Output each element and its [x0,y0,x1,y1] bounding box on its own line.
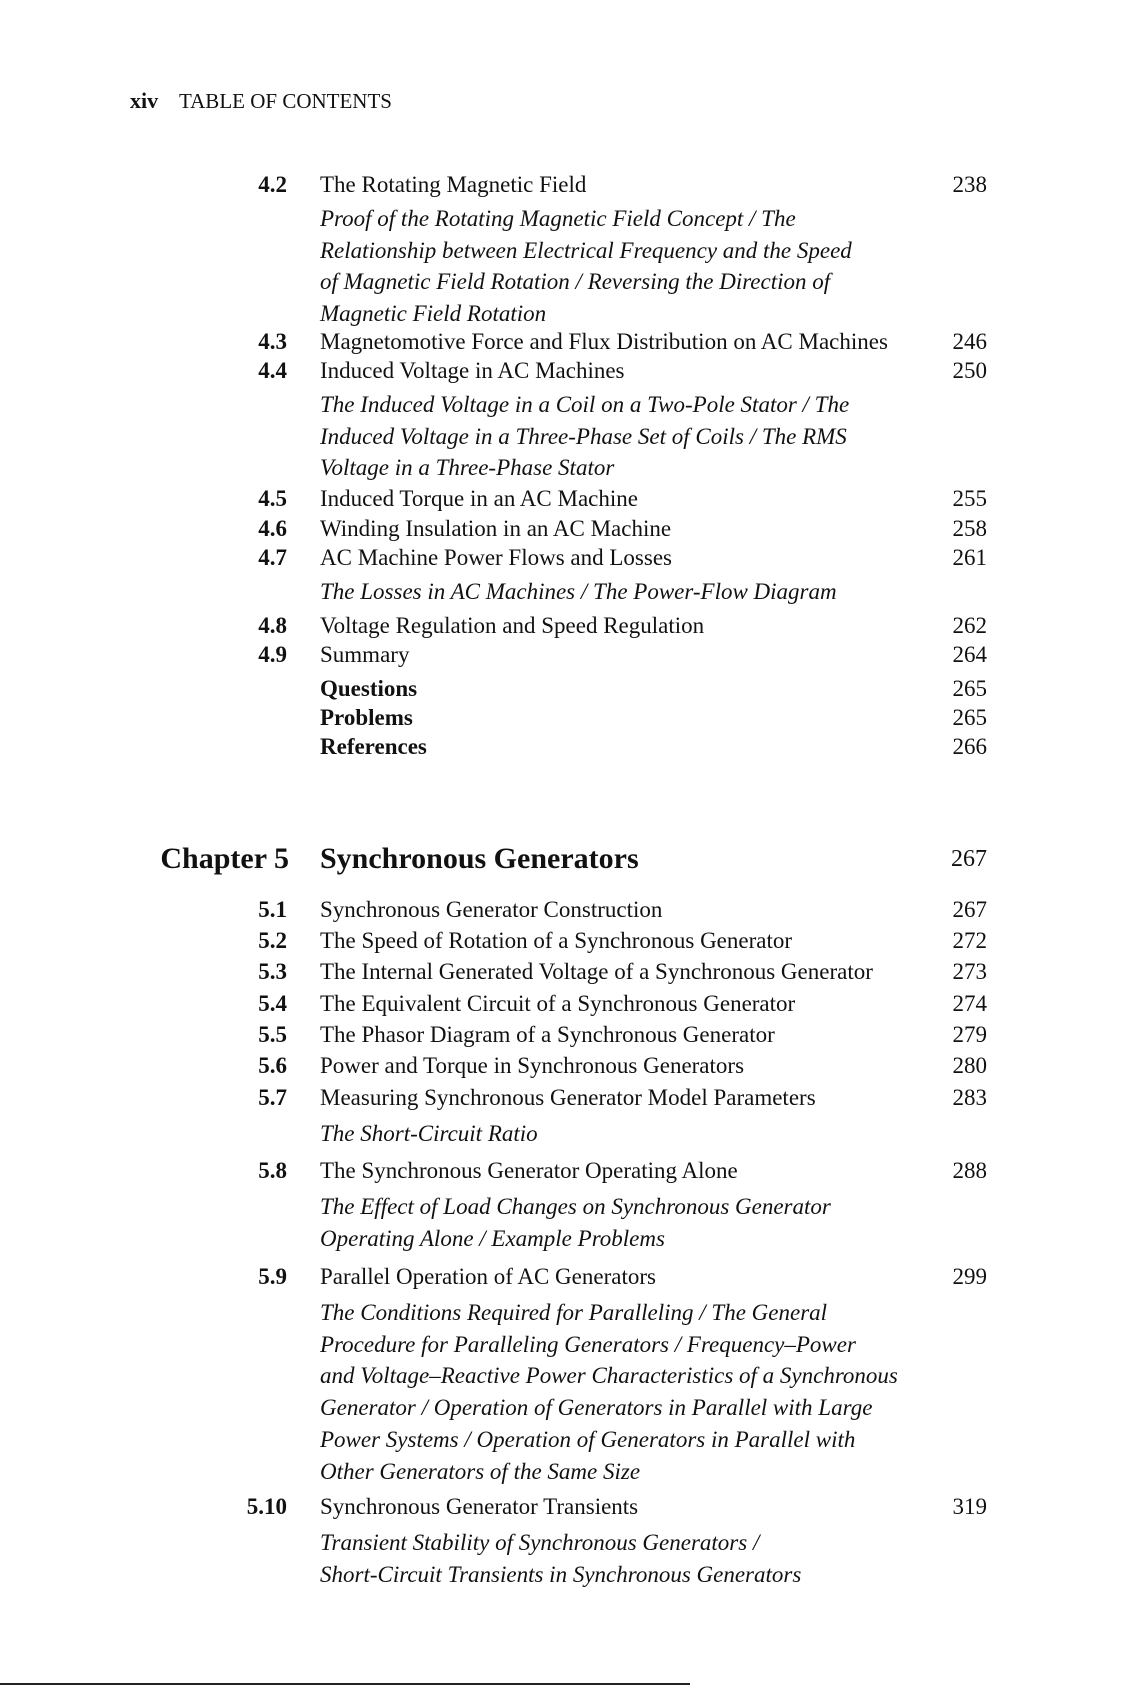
section-page: 265 [952,676,987,701]
subtopic-line: The Short-Circuit Ratio [320,1121,538,1146]
subtopic-line: and Voltage–Reactive Power Characteristics of a Synchronous [320,1363,898,1389]
section-number: 4.6 [258,516,287,541]
section-page: 319 [952,1494,987,1519]
subtopic-line: Proof of the Rotating Magnetic Field Concept / The [320,206,796,231]
chapter-title: Synchronous Generators [320,842,639,875]
subtopics [320,576,920,608]
section-title: Induced Voltage in AC Machines [320,358,625,383]
section-number: 5.6 [258,1053,287,1078]
section-page: 238 [952,172,987,197]
section-number: 4.7 [258,545,287,570]
section-title: AC Machine Power Flows and Losses [320,545,672,570]
subtopic-line: The Losses in AC Machines / The Power-Flow Diagram [320,579,837,604]
section-title: The Rotating Magnetic Field [320,172,587,197]
section-title: Synchronous Generator Transients [320,1494,639,1519]
subtopic-line: Procedure for Paralleling Generators / Frequency–Power [320,1331,856,1357]
section-page: 274 [952,991,987,1016]
section-title: Summary [320,642,410,667]
subtopic-line: The Conditions Required for Paralleling / The General [320,1300,828,1325]
section-title: Induced Torque in an AC Machine [320,486,638,511]
page-bottom-rule [0,1683,690,1685]
section-number: 4.3 [258,329,287,354]
section-page: 273 [952,959,987,984]
section-page: 266 [952,734,987,759]
section-number: 5.4 [258,991,287,1016]
section-page: 255 [952,486,987,511]
section-page: 250 [952,358,987,383]
section-number: 5.9 [258,1264,287,1289]
subtopic-line: of Magnetic Field Rotation / Reversing the Direction of [320,269,831,295]
section-page: 264 [952,642,987,667]
subtopics [320,389,920,484]
header-page-number: xiv [130,88,159,113]
subtopic-line: The Effect of Load Changes on Synchronous Generator [320,1194,831,1219]
subtopics [320,1297,920,1487]
subtopics [320,1118,920,1150]
section-title: Power and Torque in Synchronous Generators [320,1053,745,1078]
section-title: Voltage Regulation and Speed Regulation [320,613,705,638]
section-number: 5.3 [258,959,287,984]
section-page: 283 [952,1085,987,1110]
section-page: 280 [952,1053,987,1078]
section-number: 4.8 [258,613,287,638]
subtopics [320,203,920,330]
section-number: 5.10 [246,1494,287,1519]
section-number: 4.9 [258,642,287,667]
section-title: The Phasor Diagram of a Synchronous Generator [320,1022,775,1047]
section-title: The Speed of Rotation of a Synchronous Generator [320,928,793,953]
section-title: Parallel Operation of AC Generators [320,1264,656,1289]
section-number: 5.1 [258,897,287,922]
chapter-page: 267 [951,846,987,872]
subtopic-line: Power Systems / Operation of Generators in Parallel with [320,1426,856,1452]
section-title: The Synchronous Generator Operating Alone [320,1158,738,1183]
section-number: 5.8 [258,1158,287,1183]
section-title: Synchronous Generator Construction [320,897,663,922]
section-number: 4.4 [258,358,287,383]
section-title: References [320,734,427,759]
subtopic-line: Transient Stability of Synchronous Generators / [320,1530,760,1555]
section-title: Magnetomotive Force and Flux Distribution on AC Machines [320,329,888,354]
subtopic-line: Generator / Operation of Generators in Parallel with Large [320,1395,873,1421]
section-title: The Equivalent Circuit of a Synchronous Generator [320,991,796,1016]
subtopics [320,1527,920,1590]
section-number: 5.7 [258,1085,287,1110]
subtopic-line: Operating Alone / Example Problems [320,1225,665,1251]
section-page: 265 [952,705,987,730]
section-page: 258 [952,516,987,541]
section-title: Questions [320,676,418,701]
subtopic-line: Voltage in a Three-Phase Stator [320,455,615,481]
subtopics [320,1191,920,1254]
subtopic-line: The Induced Voltage in a Coil on a Two-Pole Stator / The [320,392,850,417]
section-page: 299 [952,1264,987,1289]
section-title: The Internal Generated Voltage of a Synchronous Generator [320,959,873,984]
subtopic-line: Induced Voltage in a Three-Phase Set of Coils / The RMS [320,423,847,449]
chapter-label: Chapter 5 [160,842,289,875]
section-page: 267 [952,897,987,922]
subtopic-line: Magnetic Field Rotation [320,301,547,327]
header-title: TABLE OF CONTENTS [179,89,392,113]
section-page: 279 [952,1022,987,1047]
section-page: 261 [952,545,987,570]
section-title: Problems [320,705,413,730]
section-page: 288 [952,1158,987,1183]
section-number: 4.5 [258,486,287,511]
section-number: 5.2 [258,928,287,953]
section-number: 5.5 [258,1022,287,1047]
section-title: Winding Insulation in an AC Machine [320,516,672,541]
section-title: Measuring Synchronous Generator Model Parameters [320,1085,816,1110]
section-page: 262 [952,613,987,638]
section-page: 246 [952,329,987,354]
subtopic-line: Other Generators of the Same Size [320,1458,641,1484]
section-number: 4.2 [258,172,287,197]
section-page: 272 [952,928,987,953]
subtopic-line: Relationship between Electrical Frequency and the Speed [320,237,852,263]
subtopic-line: Short-Circuit Transients in Synchronous Generators [320,1561,802,1587]
